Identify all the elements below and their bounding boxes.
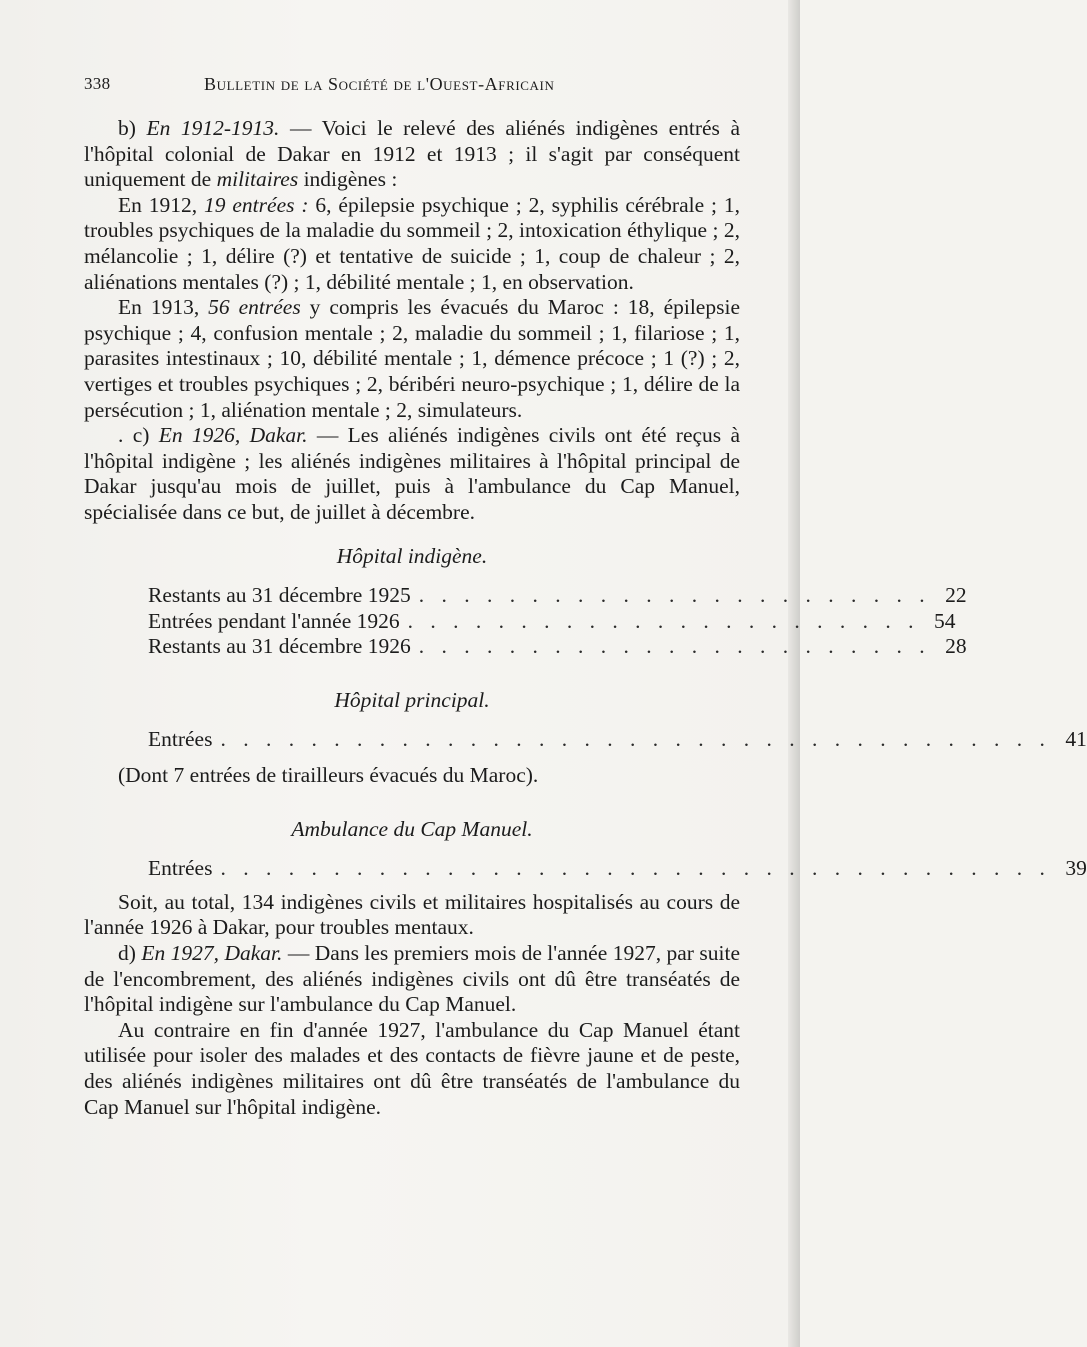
table-row [84, 583, 967, 609]
heading-hopital-indigene: Hôpital indigène. [336, 543, 488, 568]
page-edge [788, 0, 800, 1347]
leader-dots: . . . . . . . . . . . . . . . . . . . . . . . . . . . . . . . . . . . . . [220, 727, 1051, 752]
heading-hopital-principal: Hôpital principal. [334, 687, 490, 712]
para-c-lead: . c) [118, 423, 159, 448]
para-1913-lead: En 1913, [118, 295, 209, 320]
row-label: Entrées [148, 727, 213, 752]
row-value: 22 [945, 583, 967, 608]
leader-dots: . . . . . . . . . . . . . . . . . . . . . . . [418, 634, 931, 659]
leader-dots: . . . . . . . . . . . . . . . . . . . . . . . [407, 608, 920, 633]
table-row [84, 634, 967, 660]
para-b-lead: b) [118, 116, 147, 140]
table-row [84, 727, 1087, 753]
paragraph-1912 [84, 193, 740, 295]
row-label: Restants au 31 décembre 1926 [148, 634, 411, 659]
row-label: Restants au 31 décembre 1925 [148, 583, 411, 608]
running-title: Bulletin de la Société de l'Ouest-Africain [204, 74, 555, 94]
paragraph-total: Soit, au total, 134 indigènes civils et militaires hospitalisés au cours de l'année 1926 à Dakar, pour troubles mentaux. [84, 889, 740, 940]
leader-dots: . . . . . . . . . . . . . . . . . . . . . . . [418, 583, 931, 608]
para-d-lead: d) [118, 941, 142, 966]
paragraph-d [84, 941, 740, 1018]
para-1913-text: y compris les évacués du Maroc : 18, épilepsie psychique ; 4, confusion mentale ; 2, maladie du sommeil ; 1, filariose ; 1, parasites intestinaux ; 10, débilité mentale ; 1, démence précoce ; 1 (?) ; 2, vertiges et troubles psychiques ; 2, béribéri neuro-psychique ; 1, délire de la persécution ; 1, aliénation mentale ; 2, simulateurs. [84, 295, 740, 422]
para-c-text: — Les aliénés indigènes civils ont été reçus à l'hôpital indigène ; les aliénés indigènes militaires à l'hôpital principal de Dakar jusqu'au mois de juillet, puis à l'ambulance du Cap Manuel, spécialisée dans ce but, de juillet à décembre. [84, 423, 741, 524]
para-d-text: — Dans les premiers mois de l'année 1927, par suite de l'encombrement, des aliénés indigènes civils ont dû être transéatés de l'hôpital indigène sur l'ambulance du Cap Manuel. [84, 941, 740, 1017]
row-value: 54 [934, 608, 956, 633]
para-1912-lead: En 1912, [118, 192, 205, 217]
heading-ambulance: Ambulance du Cap Manuel. [291, 816, 533, 841]
table-row [84, 856, 1087, 882]
row-label: Entrées pendant l'année 1926 [148, 608, 400, 633]
note-tirailleurs: (Dont 7 entrées de tirailleurs évacués du Maroc). [118, 763, 539, 788]
leader-dots: . . . . . . . . . . . . . . . . . . . . . . . . . . . . . . . . . . . . . [220, 856, 1051, 881]
para-1912-count: 19 entrées : [204, 192, 309, 217]
row-value: 28 [945, 634, 967, 659]
para-1913-count: 56 entrées [208, 295, 301, 320]
para-b-emphasis: militaires [216, 167, 299, 192]
para-d-date: En 1927, Dakar. [141, 941, 283, 966]
paragraph-final: Au contraire en fin d'année 1927, l'ambulance du Cap Manuel étant utilisée pour isoler des malades et des contacts de fièvre jaune et de peste, des aliénés indigènes militaires ont dû être transéatés de l'ambulance du Cap Manuel sur l'hôpital indigène. [84, 1017, 740, 1119]
paragraph-c [84, 423, 740, 525]
paragraph-1913 [84, 295, 740, 423]
para-b-text: — Voici le relevé des aliénés indigènes entrés à l'hôpital colonial de Dakar en 1912 et 1913 ; il s'agit par conséquent uniquement de [84, 116, 741, 192]
page-number: 338 [84, 74, 111, 93]
para-c-date: En 1926, Dakar. [158, 423, 308, 448]
table-row [84, 608, 956, 635]
paragraph-b [84, 116, 740, 193]
row-value: 39 [1065, 856, 1087, 881]
para-1912-text: 6, épilepsie psychique ; 2, syphilis cérébrale ; 1, troubles psychiques de la maladie du sommeil ; 2, intoxication éthylique ; 2, mélancolie ; 1, délire (?) et tentative de suicide ; 1, coup de chaleur ; 2, aliénations mentales (?) ; 1, débilité mentale ; 1, en observation. [84, 192, 740, 294]
row-label: Entrées [148, 856, 213, 881]
para-b-date: En 1912-1913. [146, 116, 280, 140]
page-body [84, 116, 1087, 1120]
para-b-text-end: indigènes : [298, 167, 398, 192]
row-value: 41 [1065, 727, 1087, 752]
